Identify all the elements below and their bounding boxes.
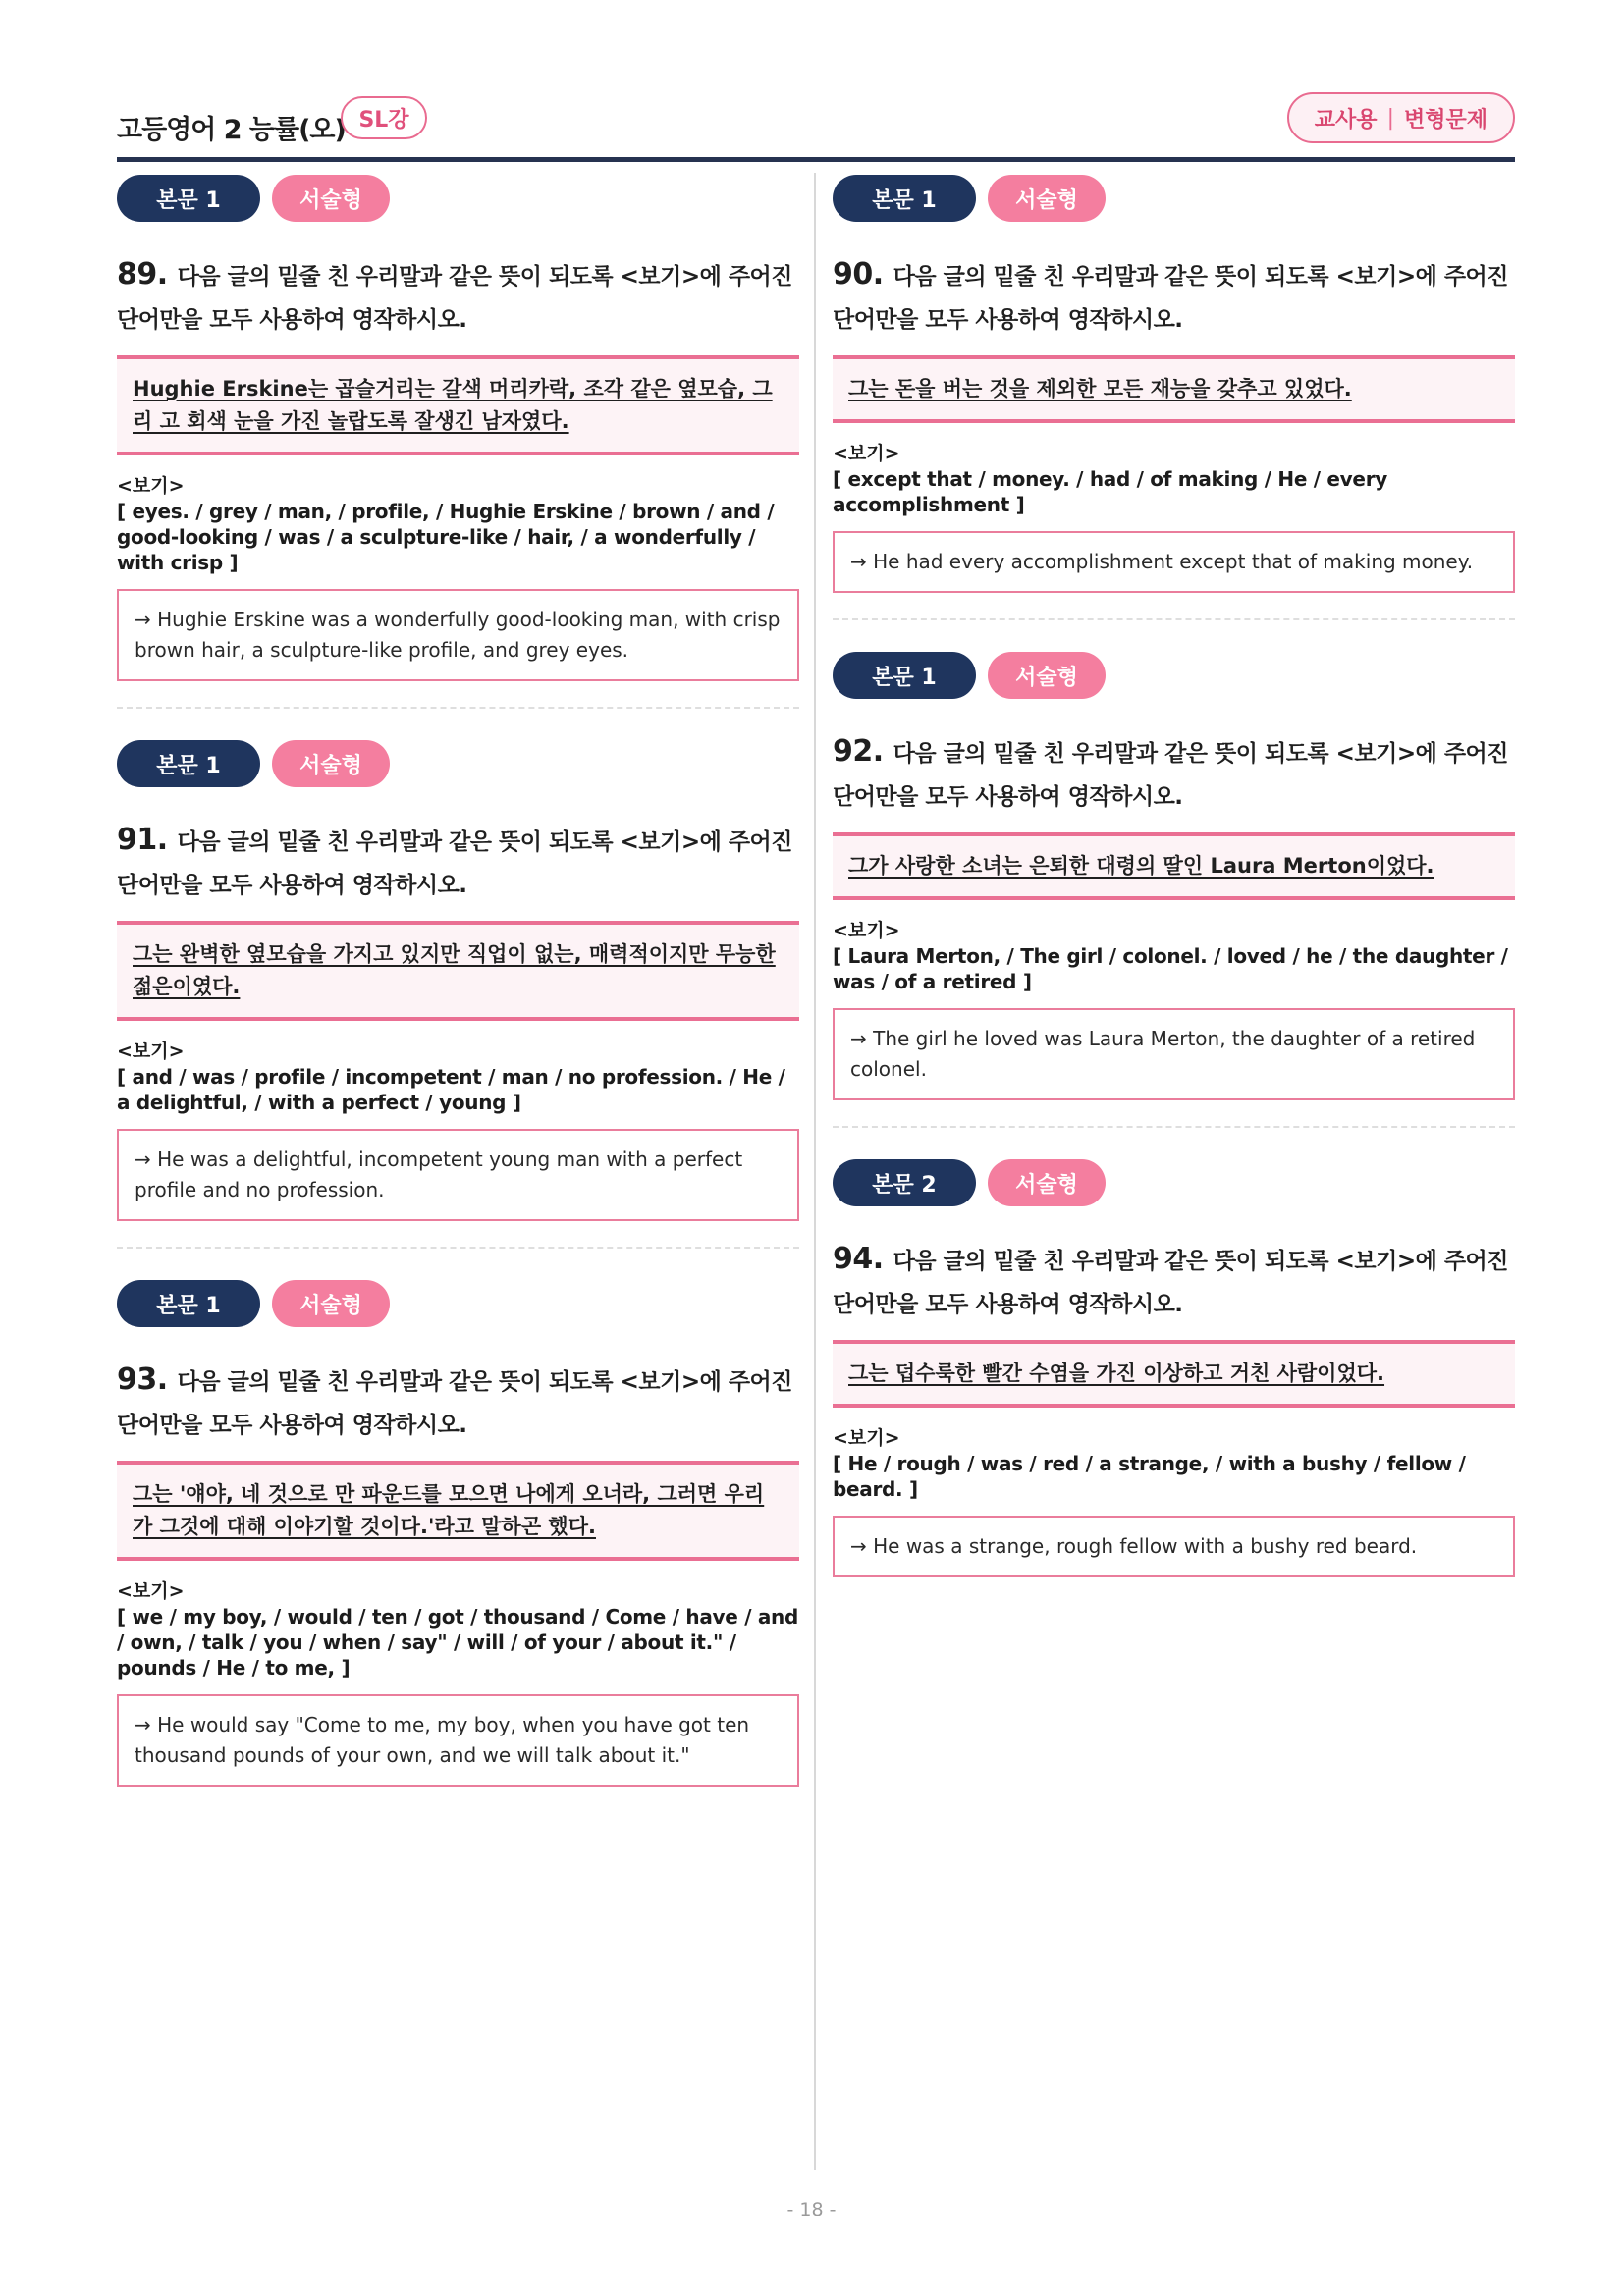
type-tag: 서술형: [272, 1280, 390, 1327]
bogi-words: [ He / rough / was / red / a strange, / with a bushy / fellow / beard. ]: [833, 1452, 1466, 1501]
question-prompt: [117, 819, 799, 907]
question-block: [833, 652, 1515, 1100]
bogi-label: <보기>: [833, 920, 900, 941]
source-tag: 본문 1: [833, 175, 976, 222]
source-tag: 본문 2: [833, 1159, 976, 1206]
korean-sentence: 그가 사랑한 소녀는 은퇴한 대령의 딸인 Laura Merton이었다.: [833, 832, 1515, 900]
type-tag: 서술형: [272, 175, 390, 222]
bogi-label: <보기>: [833, 443, 900, 464]
bogi-label: <보기>: [117, 1041, 185, 1062]
book-title: 고등영어 2 능률(오): [117, 115, 346, 145]
edition-type-label: 변형문제: [1403, 107, 1488, 133]
bogi-words: [ except that / money. / had / of making / He / every accomplishment ]: [833, 467, 1387, 516]
left-column: [117, 175, 799, 1787]
column-divider: [814, 173, 816, 2170]
source-tag: 본문 1: [117, 175, 260, 222]
bogi-label: <보기>: [117, 1580, 185, 1602]
answer-box: → He would say "Come to me, my boy, when you have got ten thousand pounds of your own, and we will talk about it.": [117, 1694, 799, 1787]
question-text: 다음 글의 밑줄 친 우리말과 같은 뜻이 되도록 <보기>에 주어진 단어만을 모두 사용하여 영작하시오.: [117, 264, 792, 333]
answer-box: → He was a strange, rough fellow with a bushy red beard.: [833, 1516, 1515, 1577]
section-separator: [833, 1126, 1515, 1128]
source-tag: 본문 1: [833, 652, 976, 699]
question-number: 89.: [117, 257, 168, 292]
bogi-words: [ and / was / profile / incompetent / man / no profession. / He / a delightful, / with a perfect / young ]: [117, 1065, 785, 1114]
bogi-words: [ Laura Merton, / The girl / colonel. / loved / he / the daughter / was / of a retired ]: [833, 944, 1508, 993]
question-prompt: [833, 730, 1515, 819]
question-block: [117, 740, 799, 1221]
lesson-badge: SL강: [341, 96, 427, 139]
korean-sentence: 그는 '얘야, 네 것으로 만 파운드를 모으면 나에게 오너라, 그러면 우리가 그것에 대해 이야기할 것이다.'라고 말하곤 했다.: [117, 1461, 799, 1561]
korean-sentence: 그는 돈을 버는 것을 제외한 모든 재능을 갖추고 있었다.: [833, 355, 1515, 423]
question-text: 다음 글의 밑줄 친 우리말과 같은 뜻이 되도록 <보기>에 주어진 단어만을 모두 사용하여 영작하시오.: [833, 264, 1508, 333]
question-tags: [833, 175, 1515, 222]
question-block: [833, 1159, 1515, 1577]
edition-teacher-label: 교사용: [1314, 107, 1378, 133]
question-text: 다음 글의 밑줄 친 우리말과 같은 뜻이 되도록 <보기>에 주어진 단어만을 모두 사용하여 영작하시오.: [833, 741, 1508, 810]
question-tags: [117, 1280, 799, 1327]
answer-box: → Hughie Erskine was a wonderfully good-looking man, with crisp brown hair, a sculpture-like profile, and grey eyes.: [117, 589, 799, 681]
question-number: 94.: [833, 1242, 884, 1276]
edition-badge: [1287, 92, 1515, 143]
section-separator: [117, 1247, 799, 1249]
question-number: 91.: [117, 823, 168, 857]
korean-sentence: Hughie Erskine는 곱슬거리는 갈색 머리카락, 조각 같은 옆모습, 그리 고 회색 눈을 가진 놀랍도록 잘생긴 남자였다.: [117, 355, 799, 455]
question-number: 92.: [833, 734, 884, 769]
bogi-words: [ eyes. / grey / man, / profile, / Hughie Erskine / brown / and / good-looking / was / a sculpture-like / hair, / a wonderfully / with crisp ]: [117, 500, 775, 574]
source-tag: 본문 1: [117, 740, 260, 787]
type-tag: 서술형: [988, 652, 1106, 699]
type-tag: 서술형: [988, 1159, 1106, 1206]
answer-box: → The girl he loved was Laura Merton, the daughter of a retired colonel.: [833, 1008, 1515, 1100]
edition-separator: |: [1386, 105, 1394, 131]
question-number: 93.: [117, 1362, 168, 1397]
question-prompt: [117, 253, 799, 342]
right-column: [833, 175, 1515, 1577]
page-header: [117, 90, 1515, 162]
question-text: 다음 글의 밑줄 친 우리말과 같은 뜻이 되도록 <보기>에 주어진 단어만을 모두 사용하여 영작하시오.: [117, 1369, 792, 1438]
question-tags: [833, 652, 1515, 699]
answer-box: → He was a delightful, incompetent young man with a perfect profile and no profession.: [117, 1129, 799, 1221]
question-block: [117, 175, 799, 681]
answer-box: → He had every accomplishment except that of making money.: [833, 531, 1515, 593]
page-number: - 18 -: [786, 2199, 837, 2220]
bogi-label: <보기>: [117, 475, 185, 497]
question-prompt: [833, 1238, 1515, 1326]
bogi-label: <보기>: [833, 1427, 900, 1449]
korean-sentence: 그는 덥수룩한 빨간 수염을 가진 이상하고 거친 사람이었다.: [833, 1340, 1515, 1408]
question-text: 다음 글의 밑줄 친 우리말과 같은 뜻이 되도록 <보기>에 주어진 단어만을 모두 사용하여 영작하시오.: [117, 829, 792, 898]
question-tags: [117, 740, 799, 787]
question-block: [117, 1280, 799, 1787]
question-tags: [117, 175, 799, 222]
question-prompt: [117, 1359, 799, 1447]
type-tag: 서술형: [988, 175, 1106, 222]
section-separator: [833, 618, 1515, 620]
question-tags: [833, 1159, 1515, 1206]
type-tag: 서술형: [272, 740, 390, 787]
korean-sentence: 그는 완벽한 옆모습을 가지고 있지만 직업이 없는, 매력적이지만 무능한 젊은이였다.: [117, 921, 799, 1021]
question-block: [833, 175, 1515, 593]
question-prompt: [833, 253, 1515, 342]
question-number: 90.: [833, 257, 884, 292]
question-text: 다음 글의 밑줄 친 우리말과 같은 뜻이 되도록 <보기>에 주어진 단어만을 모두 사용하여 영작하시오.: [833, 1249, 1508, 1317]
section-separator: [117, 707, 799, 709]
bogi-words: [ we / my boy, / would / ten / got / thousand / Come / have / and / own, / talk / you / when / say" / will / of your / about it." / pounds / He / to me, ]: [117, 1605, 799, 1680]
source-tag: 본문 1: [117, 1280, 260, 1327]
